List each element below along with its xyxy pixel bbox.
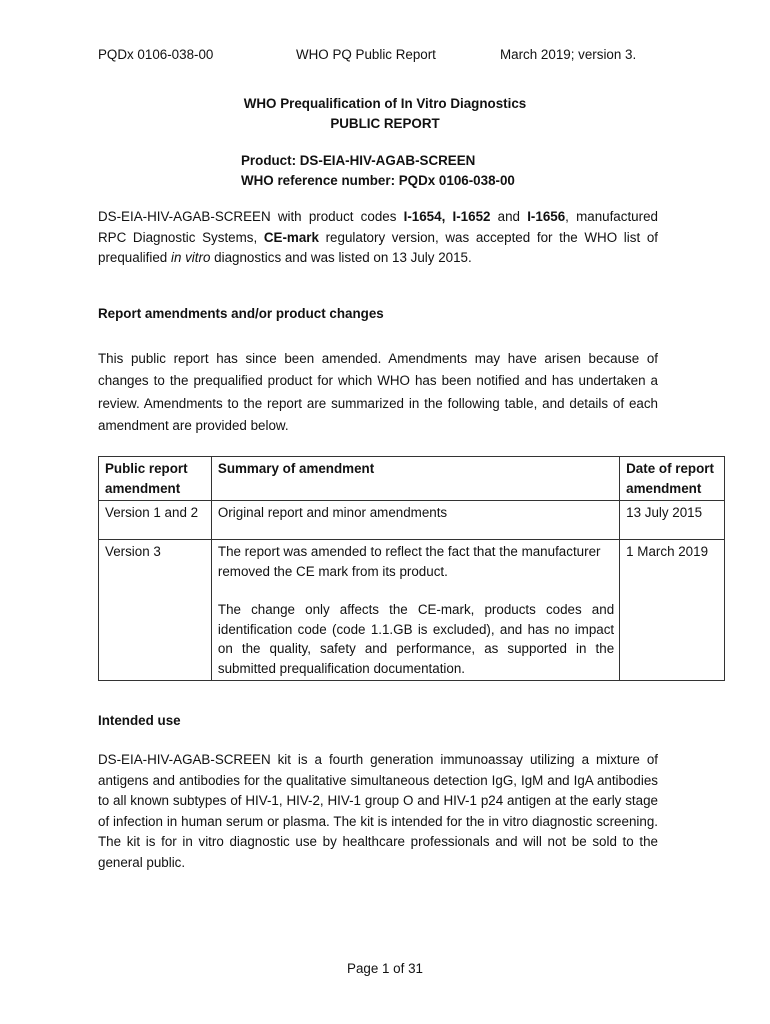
table-cell-version: Version 1 and 2 — [99, 501, 212, 540]
table-header-cell: Summary of amendment — [211, 457, 619, 501]
reference-number: WHO reference number: PQDx 0106-038-00 — [241, 173, 515, 188]
intro-text: regulatory version, was accepted for the WHO list of prequalified — [98, 229, 659, 266]
product-name: Product: DS-EIA-HIV-AGAB-SCREEN — [241, 153, 476, 168]
intro-text: and — [490, 209, 528, 224]
header-report-name: WHO PQ Public Report — [296, 47, 436, 62]
table-cell-version: Version 3 — [99, 540, 212, 681]
table-cell-date: 1 March 2019 — [620, 540, 725, 681]
intro-paragraph — [98, 207, 658, 269]
amendments-table — [98, 456, 725, 681]
table-header-cell: Public report amendment — [99, 457, 212, 501]
report-subtitle: PUBLIC REPORT — [330, 116, 440, 131]
table-cell-date: 13 July 2015 — [620, 501, 725, 540]
amendments-heading: Report amendments and/or product changes — [98, 306, 384, 321]
ce-mark-label: CE-mark — [263, 229, 319, 245]
intended-use-paragraph: DS-EIA-HIV-AGAB-SCREEN kit is a fourth generation immunoassay utilizing a mixture of antigens and antibodies for the qualitative simultaneous detection IgG, IgM and IgA antibodies to all known subtypes of HIV-1, HIV-2, HIV-1 group O and HIV-1 p24 antigen at the early stage of infection in human serum or plasma. The kit is intended for the in vitro diagnostic screening. The kit is for in vitro diagnostic use by healthcare professionals and will not be sold to the general public. — [98, 752, 658, 870]
page-number: Page 1 of 31 — [347, 961, 423, 976]
product-codes: I-1654, I-1652 — [403, 209, 491, 224]
header-date-version: March 2019; version 3. — [500, 47, 637, 62]
table-row — [99, 501, 725, 540]
product-code: I-1656 — [527, 209, 566, 224]
table-cell-summary: Original report and minor amendments — [211, 501, 619, 540]
intro-text: DS-EIA-HIV-AGAB-SCREEN with product codes — [98, 209, 404, 224]
intro-text: , manufactured RPC Diagnostic Systems, — [98, 209, 658, 245]
in-vitro-term: in vitro — [170, 250, 211, 266]
intro-text: diagnostics and was listed on 13 July 2015. — [210, 250, 472, 266]
report-title: WHO Prequalification of In Vitro Diagnostics — [243, 96, 527, 111]
intended-use-heading: Intended use — [98, 713, 181, 728]
summary-paragraph: The change only affects the CE-mark, products codes and identification code (code 1.1.GB is excluded), and has no impact on the quality, safety and performance, as supported in the submitted prequalification documentation. — [217, 602, 615, 676]
header-document-id: PQDx 0106-038-00 — [98, 47, 214, 62]
table-row — [99, 540, 725, 681]
amendments-paragraph: This public report has since been amended. Amendments may have arisen because of changes to the prequalified product for which WHO has been notified and has undertaken a review. Amendments to the report are summarized in the following table, and details of each amendment are provided below. — [98, 351, 658, 434]
table-header-cell: Date of report amendment — [620, 457, 725, 501]
summary-paragraph: The report was amended to reflect the fact that the manufacturer removed the CE mark from its product. — [217, 544, 601, 579]
table-header-row — [99, 457, 725, 501]
table-cell-summary — [211, 540, 619, 681]
